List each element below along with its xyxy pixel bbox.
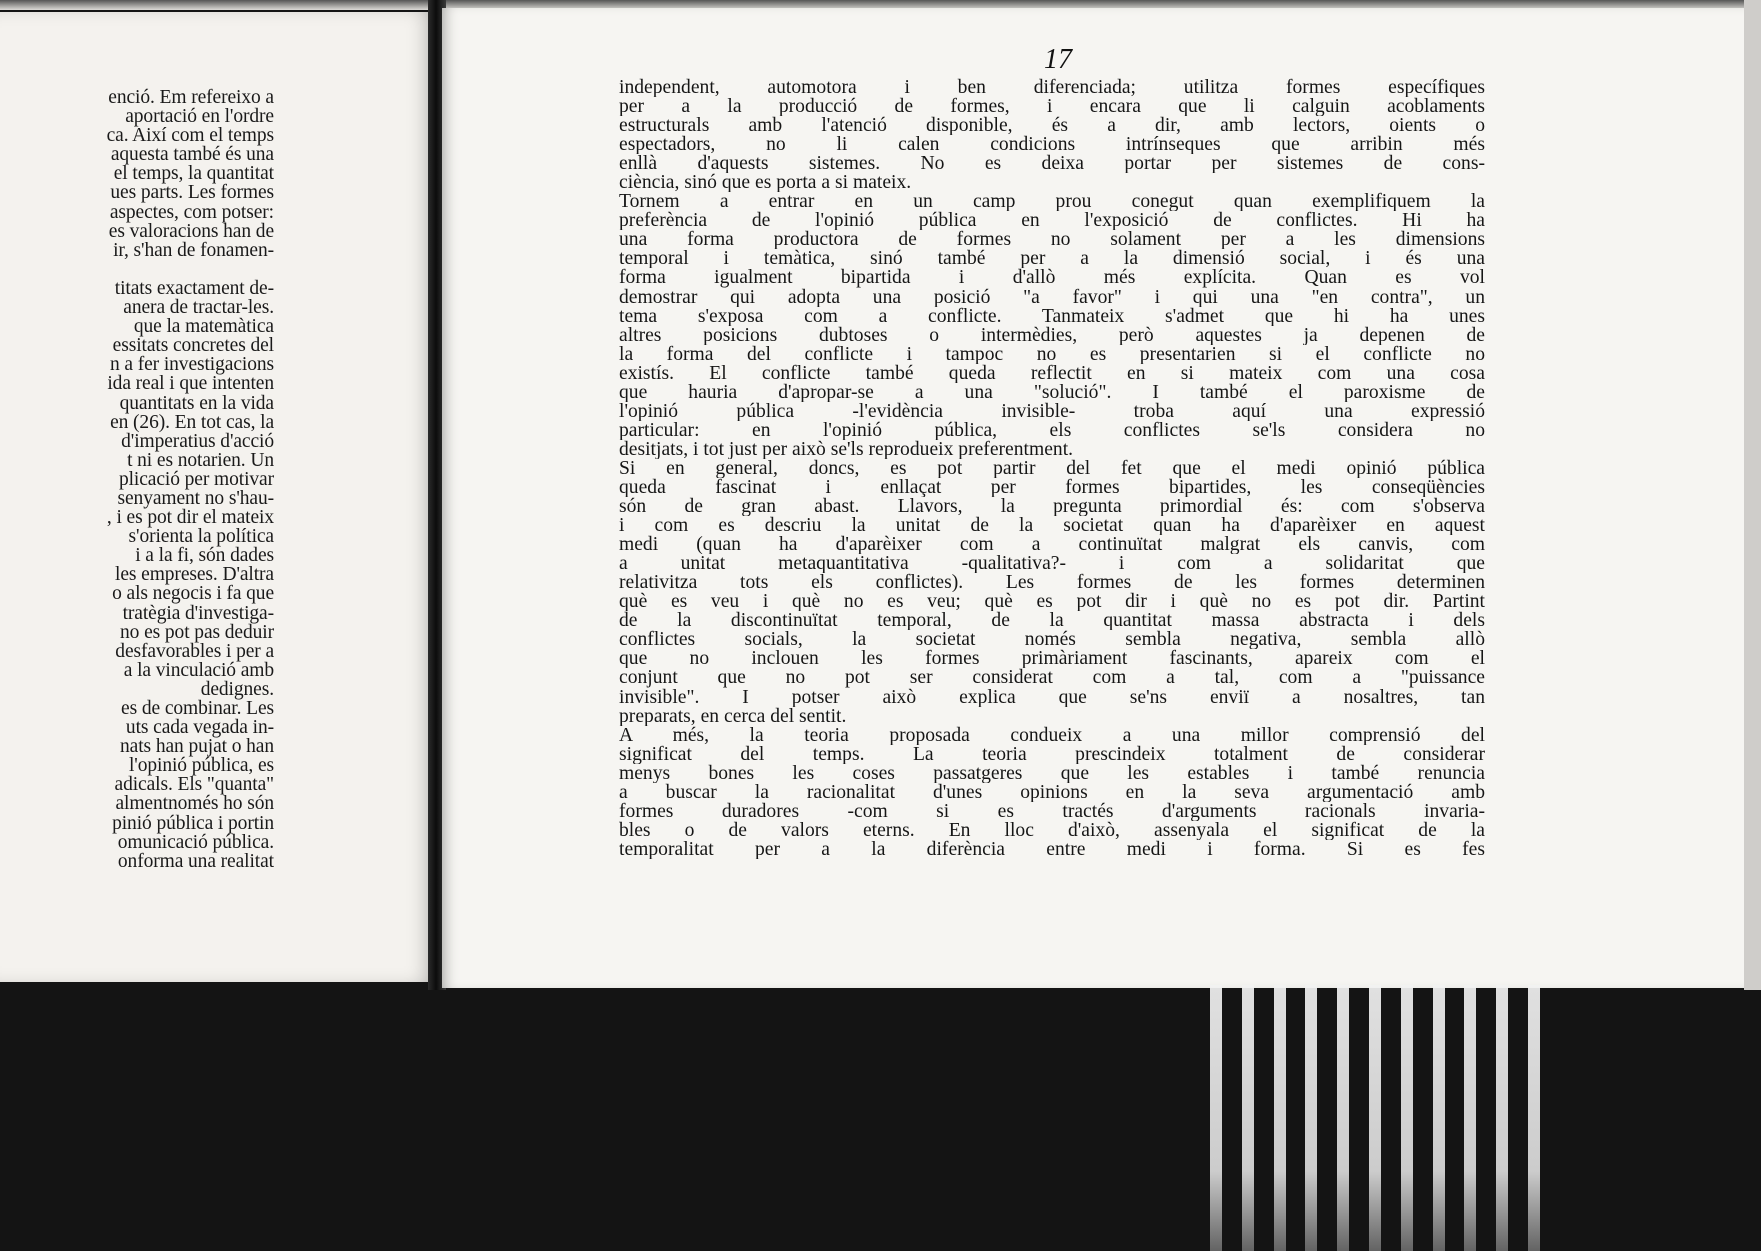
left-text-line: tratègia d'investiga- (122, 602, 274, 624)
right-text-line: conjunt que no pot ser considerat com a tal, com a "puissance (619, 668, 1485, 688)
stripe (1369, 985, 1381, 1251)
left-text-line: ida real i que intenten (107, 373, 274, 395)
left-text-line (0, 260, 274, 279)
scan-right-edge (1744, 0, 1761, 990)
stripe (1337, 985, 1349, 1251)
right-text-line: queda fascinat i enllaçat per formes bipartides, les conseqüències (619, 477, 1485, 498)
right-text-line: tema s'exposa com a conflicte. Tanmateix s'admet que hi ha unes (619, 306, 1485, 326)
right-text-line: temporalitat per a la diferència entre medi i forma. Si es fes (619, 839, 1485, 859)
right-text-line: a buscar la racionalitat d'unes opinions en la seva argumentació amb (619, 782, 1485, 802)
stripe (1464, 985, 1476, 1251)
left-text-line: n a fer investigacions (109, 354, 274, 376)
left-text-line: aportació en l'ordre (125, 106, 274, 128)
left-text-line: anera de tractar-les. (123, 297, 274, 319)
right-text-line: preferència de l'opinió pública en l'exposició de conflictes. Hi ha (619, 211, 1485, 231)
left-text-line: en (26). En tot cas, la (110, 411, 274, 433)
right-text-line: estructurals amb l'atenció disponible, és a dir, amb lectors, oients o (619, 116, 1485, 136)
right-page-text (619, 78, 1485, 859)
right-text-line: medi (quan ha d'aparèixer com a continuïtat malgrat els canvis, com (619, 535, 1485, 555)
left-text-line: ir, s'han de fonamen- (113, 239, 274, 261)
right-text-line: formes duradores -com si es tractés d'arguments racionals invaria- (619, 801, 1485, 821)
right-text-line: demostrar qui adopta una posició "a favor" i qui una "en contra", un (619, 287, 1485, 307)
right-text-line: espectadors, no li calen condicions intrínseques que arribin més (619, 135, 1485, 155)
left-text-line: s'orienta la política (128, 526, 274, 548)
scan-stripe-artifact (1210, 985, 1540, 1251)
left-text-line: quantitats en la vida (119, 392, 274, 414)
right-text-line: bles o de valors eterns. En lloc d'això, assenyala el significat de la (619, 820, 1485, 840)
right-text-line: a unitat metaquantitativa -qualitativa?- i com a solidaritat que (619, 554, 1485, 574)
right-text-line: ciència, sinó que es porta a si mateix. (619, 173, 912, 193)
right-text-line: són de gran abast. Llavors, la pregunta primordial és: com s'observa (619, 497, 1485, 517)
left-text-line: es valoracions han de (108, 220, 274, 242)
right-text-line: independent, automotora i ben diferenciada; utilitza formes específiques (619, 78, 1485, 98)
right-text-line: particular: en l'opinió pública, els conflictes se'ls considera no (619, 420, 1485, 440)
left-text-line: onforma una realitat (117, 850, 274, 872)
right-text-line: de la discontinuïtat temporal, de la quantitat massa abstracta i dels (619, 611, 1485, 631)
left-text-line: aspectes, com potser: (109, 201, 274, 223)
right-text-line: temporal i temàtica, sinó també per a la dimensió social, i és una (619, 249, 1485, 269)
stripe (1242, 985, 1254, 1251)
right-text-line: A més, la teoria proposada condueix a una millor comprensió del (619, 725, 1485, 745)
left-text-line: adicals. Els "quanta" (114, 774, 274, 796)
stripe (1401, 985, 1413, 1251)
left-text-line: el temps, la quantitat (113, 163, 274, 185)
left-text-line: a la vinculació amb (123, 659, 274, 681)
right-text-line: l'opinió pública -l'evidència invisible- troba aquí una expressió (619, 401, 1485, 421)
left-text-line: , i es pot dir el mateix (106, 507, 274, 529)
right-text-line: existís. El conflicte també queda reflectit en si mateix com una cosa (619, 363, 1485, 383)
right-text-line: una forma productora de formes no solament per a les dimensions (619, 230, 1485, 250)
right-text-line: forma igualment bipartida i d'allò més explícita. Quan es vol (619, 268, 1485, 288)
right-text-line: altres posicions dubtoses o intermèdies, però aquestes ja depenen de (619, 325, 1485, 345)
stripe (1433, 985, 1445, 1251)
right-text-line: Tornem a entrar en un camp prou conegut quan exemplifiquem la (619, 192, 1485, 212)
right-text-line: que hauria d'apropar-se a una "solució". I també el paroxisme de (619, 382, 1485, 402)
left-page (0, 12, 434, 982)
left-text-line: essitats concretes del (112, 335, 274, 357)
left-text-line: plicació per motivar (118, 468, 274, 490)
left-text-line: dedignes. (200, 678, 274, 700)
left-text-line: pinió pública i portin (112, 812, 274, 834)
stripe (1528, 985, 1540, 1251)
right-text-line: desitjats, i tot just per això se'ls reprodueix preferentment. (619, 439, 1074, 459)
left-text-line: senyament no s'hau- (117, 487, 274, 509)
right-text-line: Si en general, doncs, es pot partir del fet que el medi opinió pública (619, 458, 1485, 478)
page-number: 17 (1044, 44, 1072, 75)
left-text-line: t ni es notarien. Un (127, 449, 274, 471)
left-text-line: enció. Em refereixo a (108, 87, 274, 108)
left-text-line: d'imperatius d'acció (121, 430, 274, 452)
left-text-line: uts cada vegada in- (125, 717, 274, 739)
right-page (442, 8, 1761, 988)
right-text-line: que no inclouen les formes primàriament fascinants, apareix com el (619, 649, 1485, 669)
left-text-line: es de combinar. Les (121, 698, 274, 719)
left-text-line: aquesta també és una (110, 144, 274, 166)
right-text-line: què es veu i què no es veu; què es pot dir i què no es pot dir. Partint (619, 592, 1485, 612)
stripe (1305, 985, 1317, 1251)
left-text-line: que la matemàtica (133, 316, 274, 338)
left-text-line: desfavorables i per a (115, 640, 274, 662)
stripe (1496, 985, 1508, 1251)
left-text-line: ca. Així com el temps (106, 125, 274, 147)
right-text-line: preparats, en cerca del sentit. (619, 706, 847, 726)
left-text-line: titats exactament de- (114, 277, 274, 299)
right-text-line: invisible". I potser això explica que se'ns enviï a nosaltres, tan (619, 687, 1485, 707)
left-text-line: ues parts. Les formes (110, 182, 274, 204)
left-text-line: almentnomés ho són (115, 793, 274, 815)
right-text-line: per a la producció de formes, i encara que li calguin acoblaments (619, 97, 1485, 117)
left-text-line: no es pot pas deduir (120, 621, 274, 643)
right-text-line: menys bones les coses passatgeres que les estables i també renuncia (619, 763, 1485, 783)
right-text-line: enllà d'aquests sistemes. No es deixa portar per sistemes de cons- (619, 154, 1485, 174)
left-text-line: omunicació pública. (117, 831, 274, 853)
right-text-line: conflictes socials, la societat només sembla negativa, sembla allò (619, 630, 1485, 650)
right-text-line: significat del temps. La teoria prescindeix totalment de considerar (619, 744, 1485, 764)
right-text-line: i com es descriu la unitat de la societat quan ha d'aparèixer en aquest (619, 516, 1485, 536)
right-text-line: la forma del conflicte i tampoc no es presentarien si el conflicte no (619, 344, 1485, 364)
left-text-line: les empreses. D'altra (115, 564, 274, 586)
left-text-line: i a la fi, són dades (135, 545, 274, 567)
stripe (1274, 985, 1286, 1251)
left-text-line: o als negocis i fa que (112, 583, 274, 605)
left-text-line: nats han pujat o han (120, 736, 274, 758)
right-text-line: relativitza tots els conflictes). Les formes de les formes determinen (619, 573, 1485, 593)
left-text-line: l'opinió pública, es (128, 755, 274, 777)
left-page-text (0, 88, 274, 871)
stripe (1210, 985, 1222, 1251)
